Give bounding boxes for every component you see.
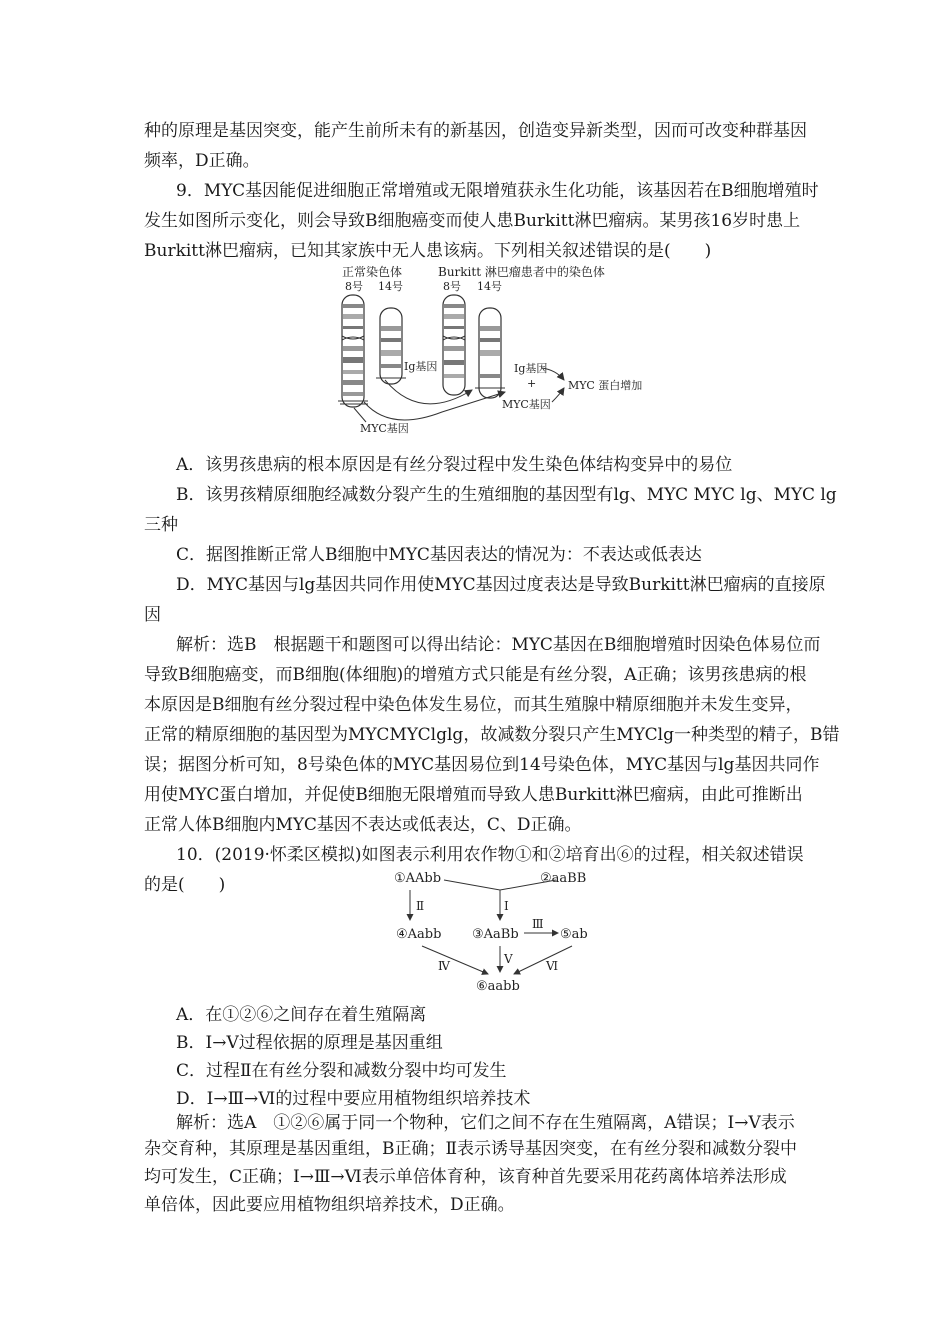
label-chr14-burkitt: 14号 xyxy=(477,280,502,293)
q9-analysis-line-5: 误；据图分析可知，8号染色体的MYC基因易位到14号染色体，MYC基因与lg基因共同作 xyxy=(144,755,820,775)
label-burkitt-chromosomes: Burkitt 淋巴瘤患者中的染色体 xyxy=(438,265,605,279)
q9-analysis-line-1: 解析：选B 根据题干和题图可以得出结论：MYC基因在B细胞增殖时因染色体易位而 xyxy=(176,635,821,655)
node-6: ⑥aabb xyxy=(476,979,520,994)
label-chr8-normal: 8号 xyxy=(345,280,363,293)
process-VI: Ⅵ xyxy=(546,959,559,973)
q10-option-c: C．过程Ⅱ在有丝分裂和减数分裂中均可发生 xyxy=(176,1061,507,1081)
process-V: Ⅴ xyxy=(504,952,513,966)
q9-option-d-cont: 因 xyxy=(144,605,161,625)
node-3: ③AaBb xyxy=(472,927,519,942)
chromosome-8-normal xyxy=(338,295,368,407)
q9-analysis-line-6: 用使MYC蛋白增加，并促使B细胞无限增殖而导致人患Burkitt淋巴瘤病，由此可推断出 xyxy=(144,785,803,805)
ig-gene-label-normal: Ig基因 xyxy=(404,360,438,373)
myc-gene-label-burkitt: MYC基因 xyxy=(502,398,551,411)
q10-analysis-line-3: 均可发生，C正确；Ⅰ→Ⅲ→Ⅵ表示单倍体育种，该育种首先要采用花药离体培养法形成 xyxy=(144,1167,787,1187)
myc-protein-increase-label: MYC 蛋白增加 xyxy=(568,379,643,392)
q9-chromosome-figure xyxy=(330,262,690,440)
q9-analysis-line-4: 正常的精原细胞的基因型为MYCMYClglg，故减数分裂只产生MYClg一种类型的精子，B错 xyxy=(144,725,840,745)
q9-stem-line-3: Burkitt淋巴瘤病，已知其家族中无人患该病。下列相关叙述错误的是( ) xyxy=(144,241,712,261)
ig-gene-label-burkitt: Ig基因 xyxy=(514,362,548,375)
q9-option-d: D．MYC基因与lg基因共同作用使MYC基因过度表达是导致Burkitt淋巴瘤病的直接原 xyxy=(176,575,826,595)
q9-stem-line-1: 9．MYC基因能促进细胞正常增殖或无限增殖获永生化功能，该基因若在B细胞增殖时 xyxy=(176,181,819,201)
node-2: ②aaBB xyxy=(540,871,587,886)
process-IV: Ⅳ xyxy=(438,959,450,973)
chromosome-14-normal xyxy=(376,308,406,384)
q10-analysis-line-2: 杂交育种，其原理是基因重组，B正确；Ⅱ表示诱导基因突变，在有丝分裂和减数分裂中 xyxy=(144,1139,798,1159)
q10-stem-line-1: 10．(2019·怀柔区模拟)如图表示利用农作物①和②培育出⑥的过程，相关叙述错误 xyxy=(176,845,804,865)
plus-sign: + xyxy=(527,377,537,390)
process-II: Ⅱ xyxy=(416,899,425,913)
q10-option-d: D．Ⅰ→Ⅲ→Ⅵ的过程中要应用植物组织培养技术 xyxy=(176,1089,531,1109)
node-4: ④Aabb xyxy=(396,927,442,942)
label-normal-chromosomes: 正常染色体 xyxy=(342,265,403,279)
q9-option-b-cont: 三种 xyxy=(144,515,178,535)
chromosome-8-burkitt xyxy=(443,295,465,395)
node-1: ①AAbb xyxy=(394,871,442,886)
label-chr8-burkitt: 8号 xyxy=(443,280,461,293)
label-chr14-normal: 14号 xyxy=(378,280,403,293)
myc-gene-label-normal: MYC基因 xyxy=(360,422,409,435)
q10-breeding-diagram xyxy=(380,866,610,998)
process-III: Ⅲ xyxy=(532,917,544,931)
node-5: ⑤ab xyxy=(560,927,588,942)
q10-analysis-line-1: 解析：选A ①②⑥属于同一个物种，它们之间不存在生殖隔离，A错误；Ⅰ→Ⅴ表示 xyxy=(176,1113,795,1133)
q10-stem-line-2: 的是( ) xyxy=(144,875,226,895)
q9-analysis-line-2: 导致B细胞癌变，而B细胞(体细胞)的增殖方式只能是有丝分裂，A正确；该男孩患病的根 xyxy=(144,665,807,685)
q10-option-b: B．Ⅰ→Ⅴ过程依据的原理是基因重组 xyxy=(176,1033,443,1053)
q9-option-c: C．据图推断正常人B细胞中MYC基因表达的情况为：不表达或低表达 xyxy=(176,545,702,565)
q9-option-a: A．该男孩患病的根本原因是有丝分裂过程中发生染色体结构变异中的易位 xyxy=(176,455,733,475)
intro-line-1: 种的原理是基因突变，能产生前所未有的新基因，创造变异新类型，因而可改变种群基因 xyxy=(144,121,807,141)
q9-analysis-line-3: 本原因是B细胞有丝分裂过程中染色体发生易位，而其生殖腺中精原细胞并未发生变异， xyxy=(144,695,803,715)
chromosome-14-burkitt xyxy=(475,308,505,398)
q9-analysis-line-7: 正常人体B细胞内MYC基因不表达或低表达，C、D正确。 xyxy=(144,815,582,835)
q10-option-a: A．在①②⑥之间存在着生殖隔离 xyxy=(176,1005,427,1025)
process-I: Ⅰ xyxy=(504,899,509,913)
q9-option-b: B．该男孩精原细胞经减数分裂产生的生殖细胞的基因型有lg、MYC MYC lg、MYC lg xyxy=(176,485,837,505)
q9-stem-line-2: 发生如图所示变化，则会导致B细胞癌变而使人患Burkitt淋巴瘤病。某男孩16岁时患上 xyxy=(144,211,801,231)
q10-analysis-line-4: 单倍体，因此要应用植物组织培养技术，D正确。 xyxy=(144,1195,515,1215)
intro-line-2: 频率，D正确。 xyxy=(144,151,260,171)
